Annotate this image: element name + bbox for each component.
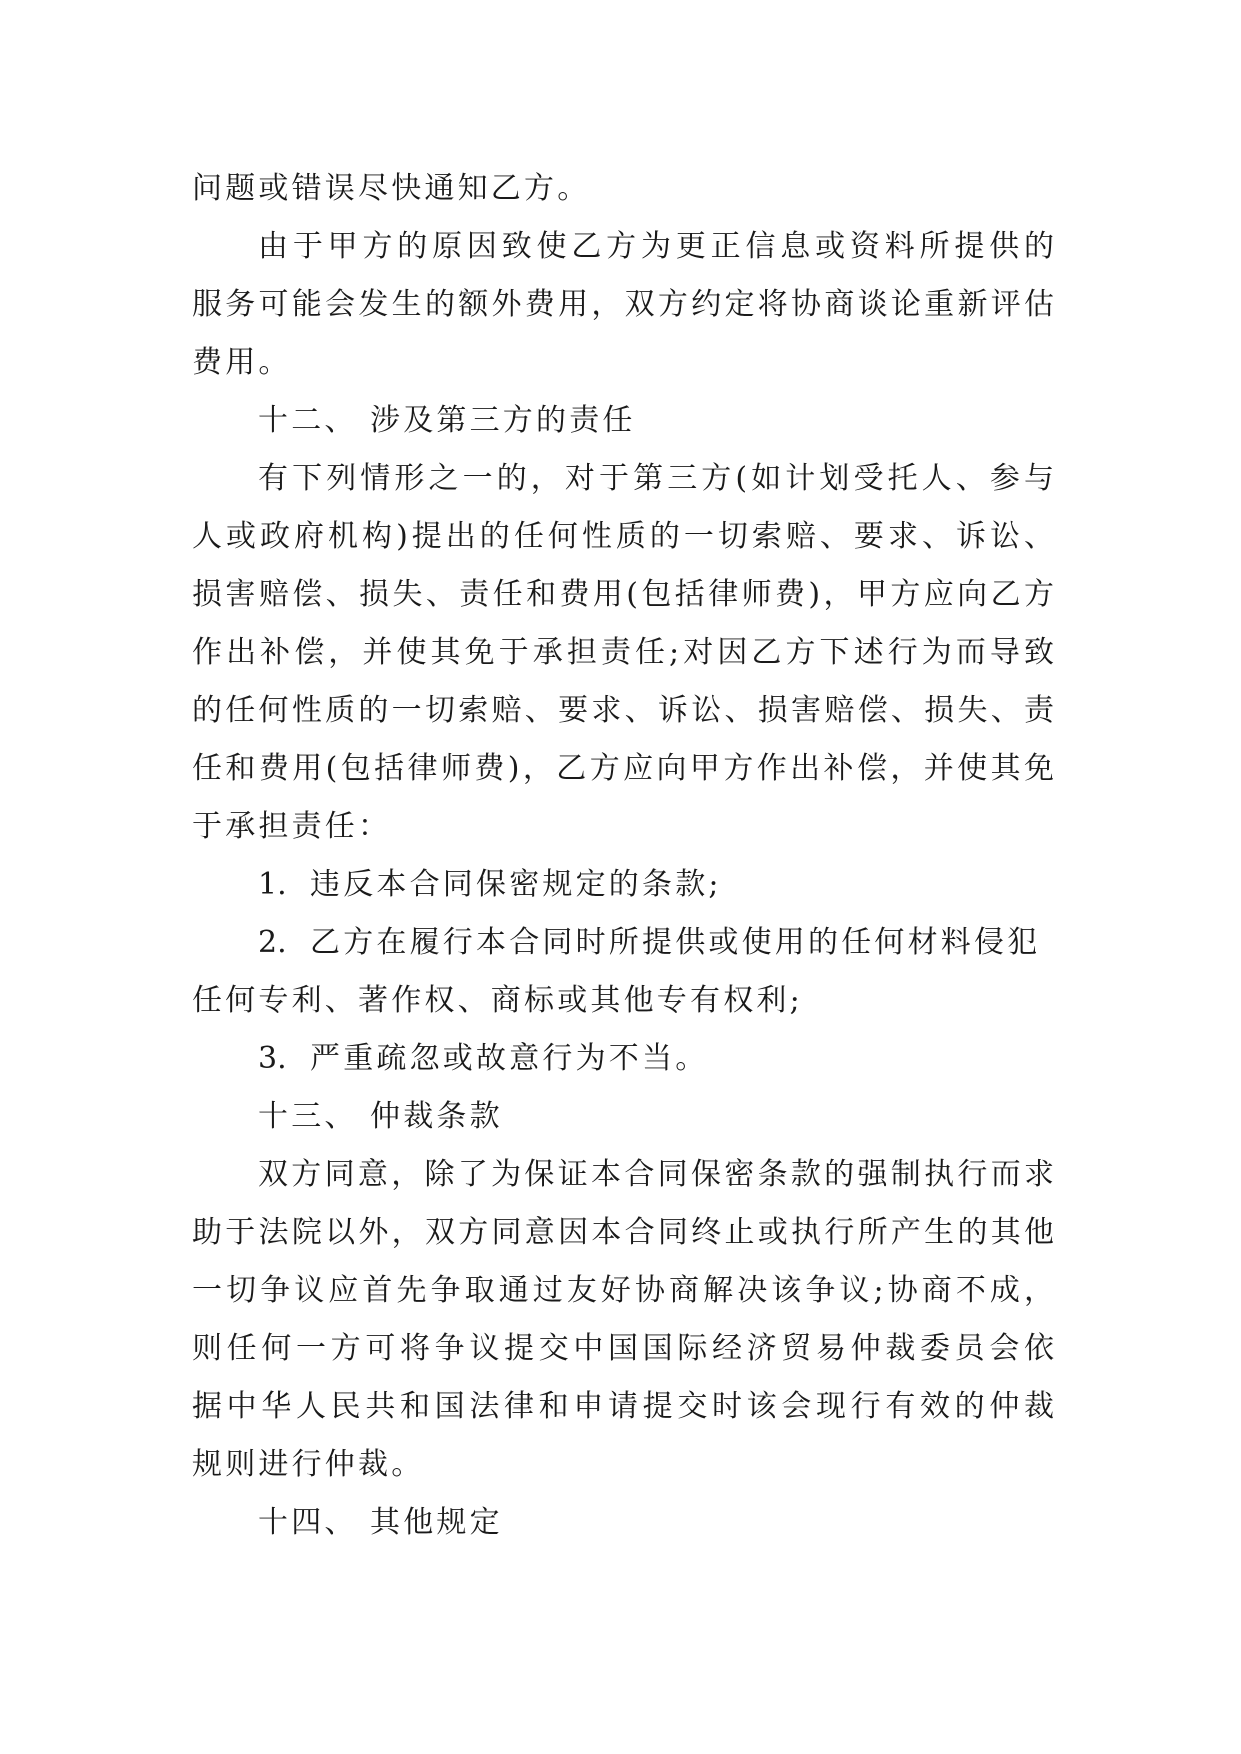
section-title: 其他规定	[370, 1505, 503, 1540]
paragraph-line: 助于法院以外，双方同意因本合同终止或执行所产生的其他	[192, 1215, 1054, 1250]
paragraph-line: 人或政府机构)提出的任何性质的一切索赔、要求、诉讼、	[192, 519, 1054, 554]
text-line: 于承担责任：	[192, 809, 392, 844]
text-line: 规则进行仲裁。	[192, 1447, 425, 1482]
paragraph-line: 损害赔偿、损失、责任和费用(包括律师费)，甲方应向乙方	[192, 577, 1054, 612]
list-text: 乙方在履行本合同时所提供或使用的任何材料侵犯	[310, 925, 1041, 960]
text-line: 问题或错误尽快通知乙方。	[192, 171, 591, 206]
paragraph-line: 作出补偿，并使其免于承担责任;对因乙方下述行为而导致	[192, 635, 1054, 670]
section-number: 十四、	[258, 1505, 358, 1540]
section-heading-12	[192, 392, 1054, 450]
section-heading-14	[192, 1494, 1054, 1552]
paragraph-line: 据中华人民共和国法律和申请提交时该会现行有效的仲裁	[192, 1389, 1054, 1424]
list-number: 2.	[258, 925, 287, 960]
section-title: 仲裁条款	[370, 1099, 503, 1134]
paragraph-line: 双方同意，除了为保证本合同保密条款的强制执行而求	[258, 1157, 1054, 1192]
text-line: 费用。	[192, 345, 292, 380]
paragraph-line: 则任何一方可将争议提交中国国际经济贸易仲裁委员会依	[192, 1331, 1054, 1366]
text-line: 任何专利、著作权、商标或其他专有权利;	[192, 983, 803, 1018]
paragraph-line: 任和费用(包括律师费)，乙方应向甲方作出补偿，并使其免	[192, 751, 1054, 786]
list-item-2	[192, 914, 1054, 972]
paragraph-line: 服务可能会发生的额外费用，双方约定将协商谈论重新评估	[192, 287, 1054, 322]
list-number: 3.	[258, 1041, 287, 1076]
list-text: 违反本合同保密规定的条款;	[310, 867, 722, 902]
paragraph-line: 由于甲方的原因致使乙方为更正信息或资料所提供的	[258, 229, 1054, 264]
document-page	[192, 160, 1054, 1552]
section-number: 十二、	[258, 403, 358, 438]
paragraph-line: 一切争议应首先争取通过友好协商解决该争议;协商不成，	[192, 1273, 1054, 1308]
list-text: 严重疏忽或故意行为不当。	[310, 1041, 709, 1076]
section-heading-13	[192, 1088, 1054, 1146]
paragraph-line: 的任何性质的一切索赔、要求、诉讼、损害赔偿、损失、责	[192, 693, 1054, 728]
list-item-1	[192, 856, 1054, 914]
list-number: 1.	[258, 867, 287, 902]
paragraph-line: 有下列情形之一的，对于第三方(如计划受托人、参与	[258, 461, 1054, 496]
list-item-3	[192, 1030, 1054, 1088]
section-number: 十三、	[258, 1099, 358, 1134]
section-title: 涉及第三方的责任	[370, 403, 636, 438]
